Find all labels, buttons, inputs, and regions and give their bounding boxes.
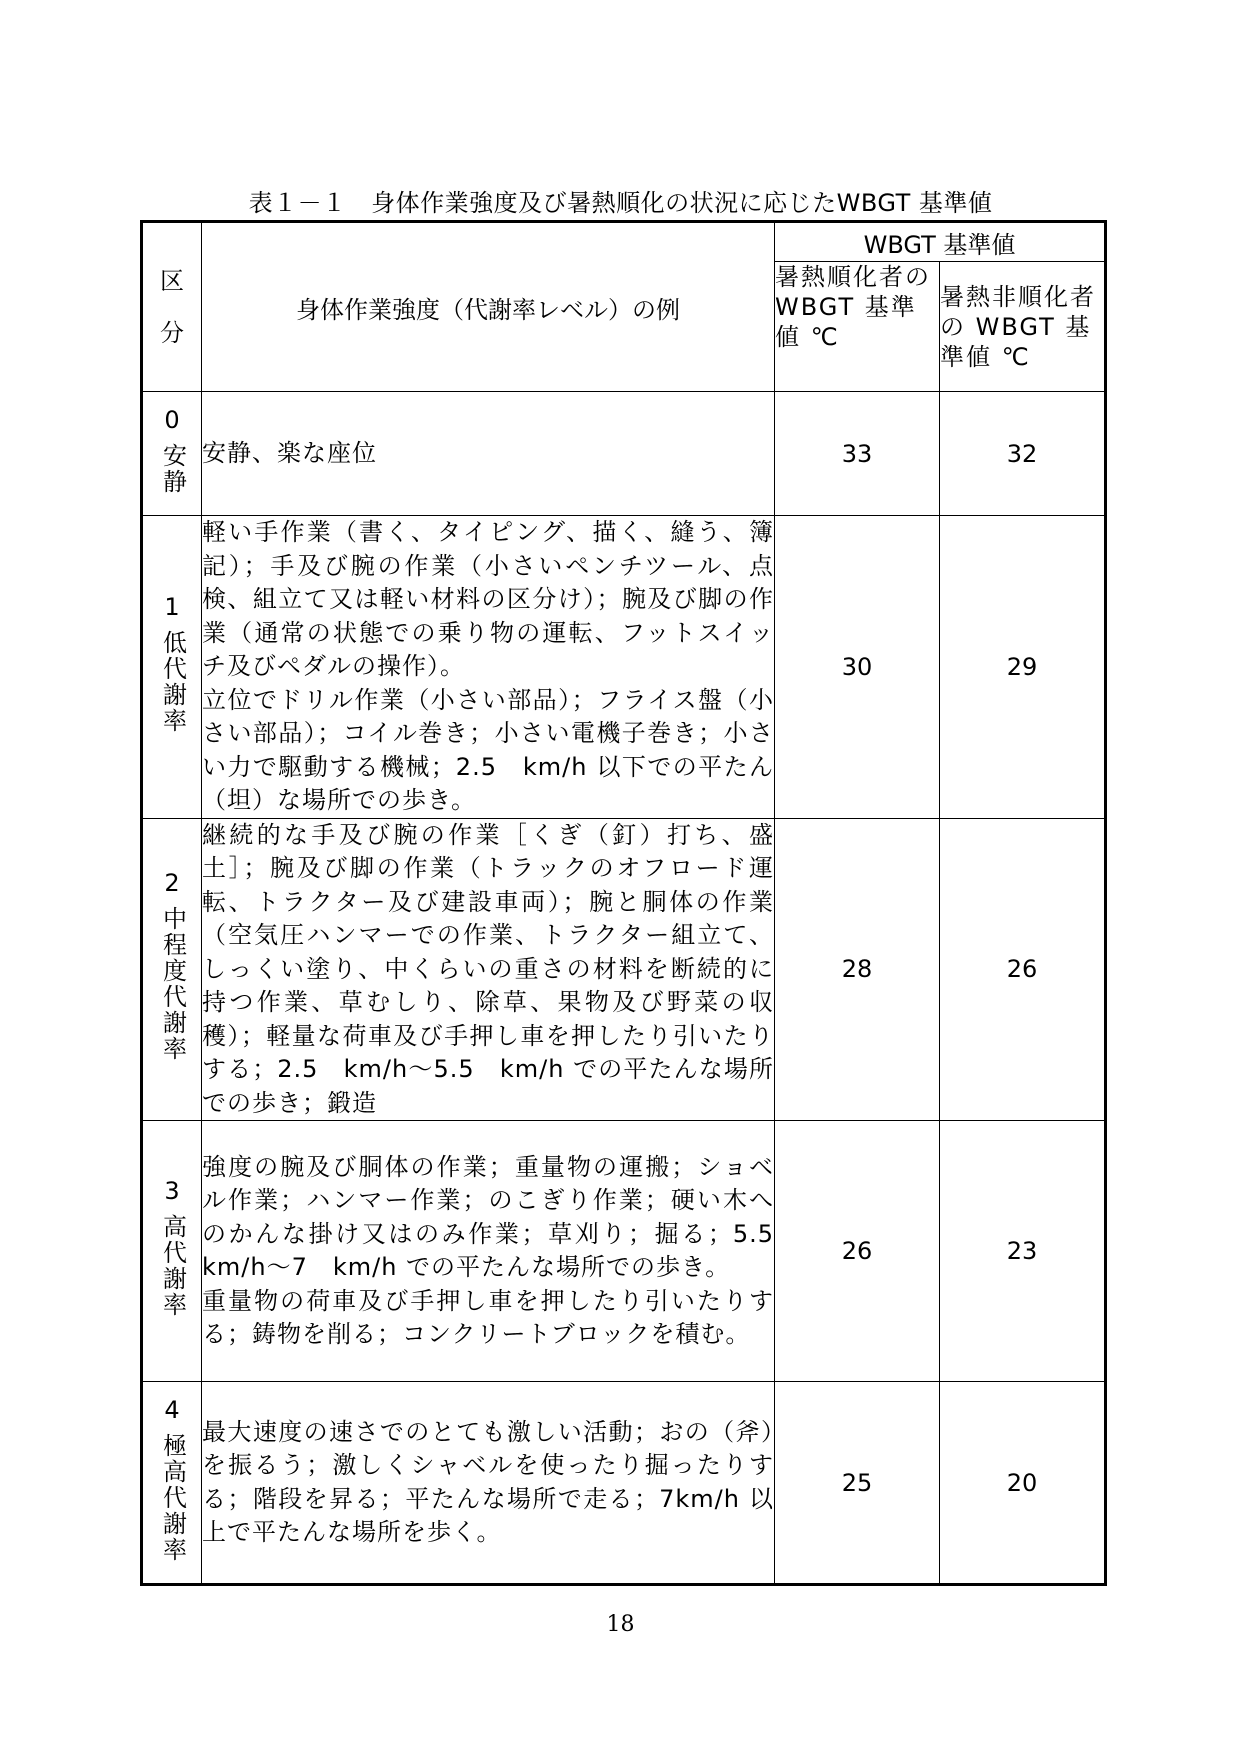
header-not-acclimatized: 暑熱非順化者の WBGT 基準値 ℃ xyxy=(940,262,1106,392)
row-category xyxy=(142,818,202,1121)
row-category xyxy=(142,1121,202,1382)
row-not-acclimatized-value: 26 xyxy=(940,818,1106,1121)
row-description: 軽い手作業（書く、タイピング、描く、縫う、簿記）；手及び腕の作業（小さいペンチツール、点検、組立て又は軽い材料の区分け）；腕及び脚の作業（通常の状態での乗り物の運転、フットスイッチ及びペダルの操作）。 立位でドリル作業（小さい部品）；フライス盤（小さい部品）；コイル巻き；小さい電機子巻き；小さい力で駆動する機械；2.5 km/h 以下での平たん（坦）な場所での歩き。 xyxy=(202,516,775,819)
row-acclimatized-value: 30 xyxy=(775,516,940,819)
row-category xyxy=(142,392,202,516)
row-description: 安静、楽な座位 xyxy=(202,392,775,516)
table-row xyxy=(142,1382,1106,1585)
row-not-acclimatized-value: 32 xyxy=(940,392,1106,516)
table-row xyxy=(142,818,1106,1121)
row-level: 1 xyxy=(164,592,180,621)
row-acclimatized-value: 33 xyxy=(775,392,940,516)
row-category-label: 高代謝率 xyxy=(158,1214,187,1318)
header-kubun: 区 分 xyxy=(142,222,202,392)
row-description: 最大速度の速さでのとても激しい活動；おの（斧）を振るう；激しくシャベルを使ったり掘ったりする；階段を昇る；平たんな場所で走る；7km/h 以上で平たんな場所を歩く。 xyxy=(202,1382,775,1585)
row-category-label: 安静 xyxy=(158,442,187,495)
row-description: 継続的な手及び腕の作業［くぎ（釘）打ち、盛土］；腕及び脚の作業（トラックのオフロード運転、トラクター及び建設車両）；腕と胴体の作業（空気圧ハンマーでの作業、トラクター組立て、しっくい塗り、中くらいの重さの材料を断続的に持つ作業、草むしり、除草、果物及び野菜の収穫）；軽量な荷車及び手押し車を押したり引いたりする；2.5 km/h～5.5 km/h での平たんな場所での歩き；鍛造 xyxy=(202,818,775,1121)
header-wbgt-group: WBGT 基準値 xyxy=(775,222,1106,262)
table-row xyxy=(142,516,1106,819)
row-category-label: 極高代謝率 xyxy=(158,1432,187,1563)
row-level: 4 xyxy=(164,1395,180,1424)
row-acclimatized-value: 26 xyxy=(775,1121,940,1382)
row-not-acclimatized-value: 23 xyxy=(940,1121,1106,1382)
row-level: 2 xyxy=(164,869,180,898)
row-category xyxy=(142,516,202,819)
row-acclimatized-value: 28 xyxy=(775,818,940,1121)
row-category xyxy=(142,1382,202,1585)
page-number: 18 xyxy=(606,1612,635,1637)
row-description: 強度の腕及び胴体の作業；重量物の運搬；ショベル作業；ハンマー作業；のこぎり作業；硬い木へのかんな掛け又はのみ作業；草刈り；掘る；5.5 km/h～7 km/h での平たんな場所での歩き。 重量物の荷車及び手押し車を押したり引いたりする；鋳物を削る；コンクリートブロックを積む。 xyxy=(202,1121,775,1382)
header-acclimatized: 暑熱順化者の WBGT 基準値 ℃ xyxy=(775,262,940,392)
row-not-acclimatized-value: 20 xyxy=(940,1382,1106,1585)
row-not-acclimatized-value: 29 xyxy=(940,516,1106,819)
row-category-label: 中程度代謝率 xyxy=(158,906,187,1063)
row-level: 3 xyxy=(164,1177,180,1205)
header-example: 身体作業強度（代謝率レベル）の例 xyxy=(202,222,775,392)
table-row xyxy=(142,1121,1106,1382)
row-level: 0 xyxy=(164,405,180,434)
wbgt-table xyxy=(140,220,1107,1586)
row-category-label: 低代謝率 xyxy=(158,629,187,734)
table-title: 表１－１ 身体作業強度及び暑熱順化の状況に応じたWBGT 基準値 xyxy=(248,189,993,217)
table-row xyxy=(142,392,1106,516)
row-acclimatized-value: 25 xyxy=(775,1382,940,1585)
